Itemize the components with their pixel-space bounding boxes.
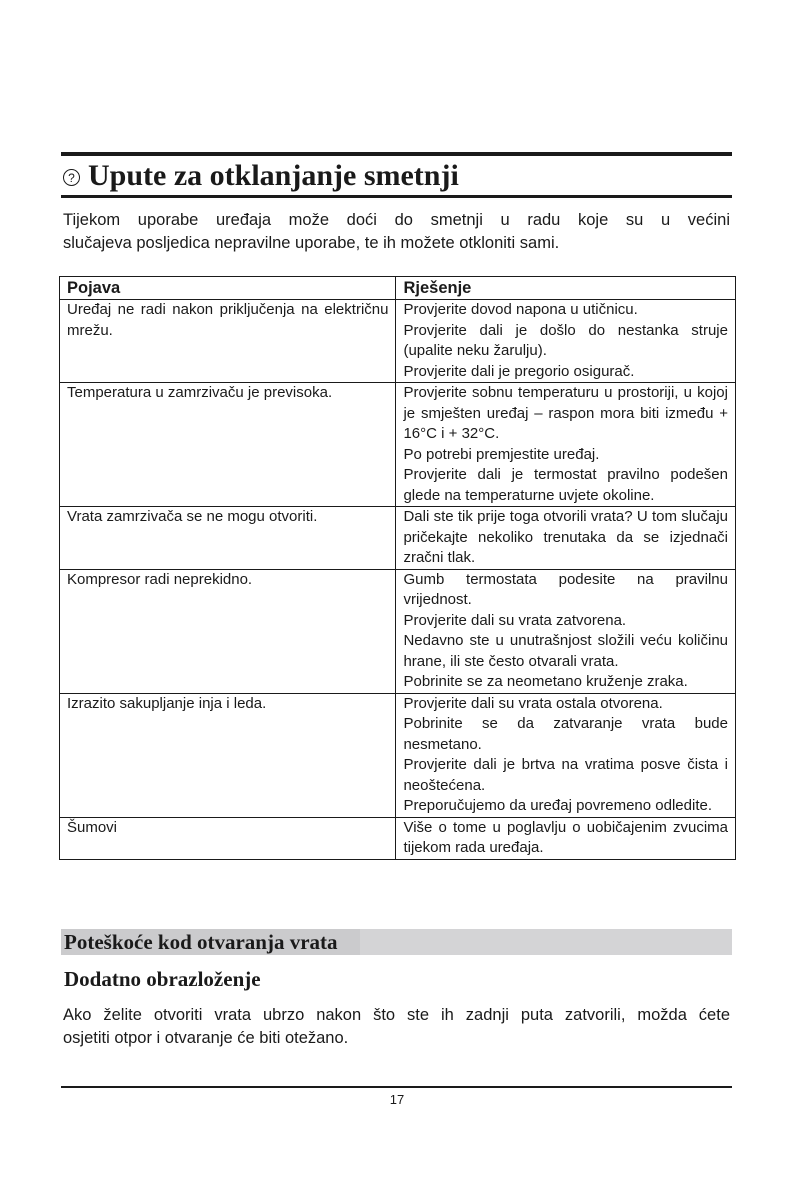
solution-item: Provjerite dali su vrata ostala otvorena.	[403, 694, 663, 712]
table-row	[60, 693, 736, 817]
solution-item: Provjerite dali je termostat pravilno podešen glede na temperaturne uvjete okoline.	[403, 466, 728, 504]
table-row	[60, 817, 736, 859]
solution-item: Gumb termostata podesite na pravilnu vrijednost.	[403, 570, 728, 608]
header-rule-bottom	[61, 195, 732, 198]
solution-item: Provjerite dali je došlo do nestanka struje (upalite neku žarulju).	[403, 321, 728, 359]
solution-item: Provjerite dali je brtva na vratima posve čista i neoštećena.	[403, 756, 728, 794]
troubleshooting-table	[59, 276, 736, 860]
solution-item: Preporučujemo da uređaj povremeno odledite.	[403, 797, 712, 814]
problem-cell: Vrata zamrzivača se ne mogu otvoriti.	[60, 507, 396, 570]
problem-cell: Uređaj ne radi nakon priključenja na električnu mrežu.	[60, 300, 396, 383]
solution-item: Provjerite sobnu temperaturu u prostoriji, u kojoj je smješten uređaj – raspon mora biti između + 16°C i + 32°C.	[403, 384, 728, 442]
page-title-text: Upute za otklanjanje smetnji	[88, 159, 459, 192]
intro-line-2: slučajeva posljedica nepravilne uporabe, te ih možete otkloniti sami.	[63, 234, 560, 252]
column-header-problem: Pojava	[60, 277, 396, 300]
solution-cell	[396, 383, 736, 507]
table-header-row	[60, 277, 736, 300]
page-title	[63, 158, 459, 194]
intro-line-1: Tijekom uporabe uređaja može doći do smetnji u radu koje su u većini	[63, 211, 730, 229]
solution-item: Provjerite dovod napona u utičnicu.	[403, 301, 638, 318]
solution-item: Pobrinite se da zatvaranje vrata bude nesmetano.	[403, 715, 728, 753]
section-title: Poteškoće kod otvaranja vrata	[64, 930, 338, 954]
solution-item: Više o tome u poglavlju o uobičajenim zvucima tijekom rada uređaja.	[403, 818, 728, 856]
solution-cell	[396, 507, 736, 570]
problem-cell: Šumovi	[60, 817, 396, 859]
solution-item: Po potrebi premjestite uređaj.	[403, 445, 600, 463]
footer-rule	[61, 1086, 732, 1088]
solution-item: Nedavno ste u unutrašnjost složili veću količinu hrane, ili ste često otvarali vrata.	[403, 632, 728, 670]
solution-cell	[396, 817, 736, 859]
problem-cell: Kompresor radi neprekidno.	[60, 569, 396, 693]
section-line-1: Ako želite otvoriti vrata ubrzo nakon što ste ih zadnji puta zatvorili, možda ćete	[63, 1006, 730, 1024]
solution-cell	[396, 300, 736, 383]
table-row	[60, 300, 736, 383]
solution-item: Provjerite dali su vrata zatvorena.	[403, 611, 627, 629]
section-line-2: osjetiti otpor i otvaranje će biti otežano.	[63, 1029, 349, 1047]
solution-cell	[396, 693, 736, 817]
question-circle-icon: ?	[63, 169, 80, 186]
solution-cell	[396, 569, 736, 693]
table-row	[60, 383, 736, 507]
table-row	[60, 507, 736, 570]
page-number: 17	[389, 1092, 405, 1107]
section-paragraph	[63, 1004, 730, 1050]
problem-cell: Temperatura u zamrzivaču je previsoka.	[60, 383, 396, 507]
header-rule-top	[61, 152, 732, 156]
problem-cell: Izrazito sakupljanje inja i leda.	[60, 693, 396, 817]
section-subheading: Dodatno obrazloženje	[64, 967, 261, 991]
solution-item: Dali ste tik prije toga otvorili vrata? U tom slučaju pričekajte nekoliko trenutaka da se izjednači zračni tlak.	[403, 508, 728, 566]
solution-item: Provjerite dali je pregorio osigurač.	[403, 362, 635, 380]
intro-paragraph	[63, 209, 730, 255]
solution-item: Pobrinite se za neometano kruženje zraka.	[403, 673, 688, 690]
table-row	[60, 569, 736, 693]
column-header-solution: Rješenje	[396, 277, 736, 300]
